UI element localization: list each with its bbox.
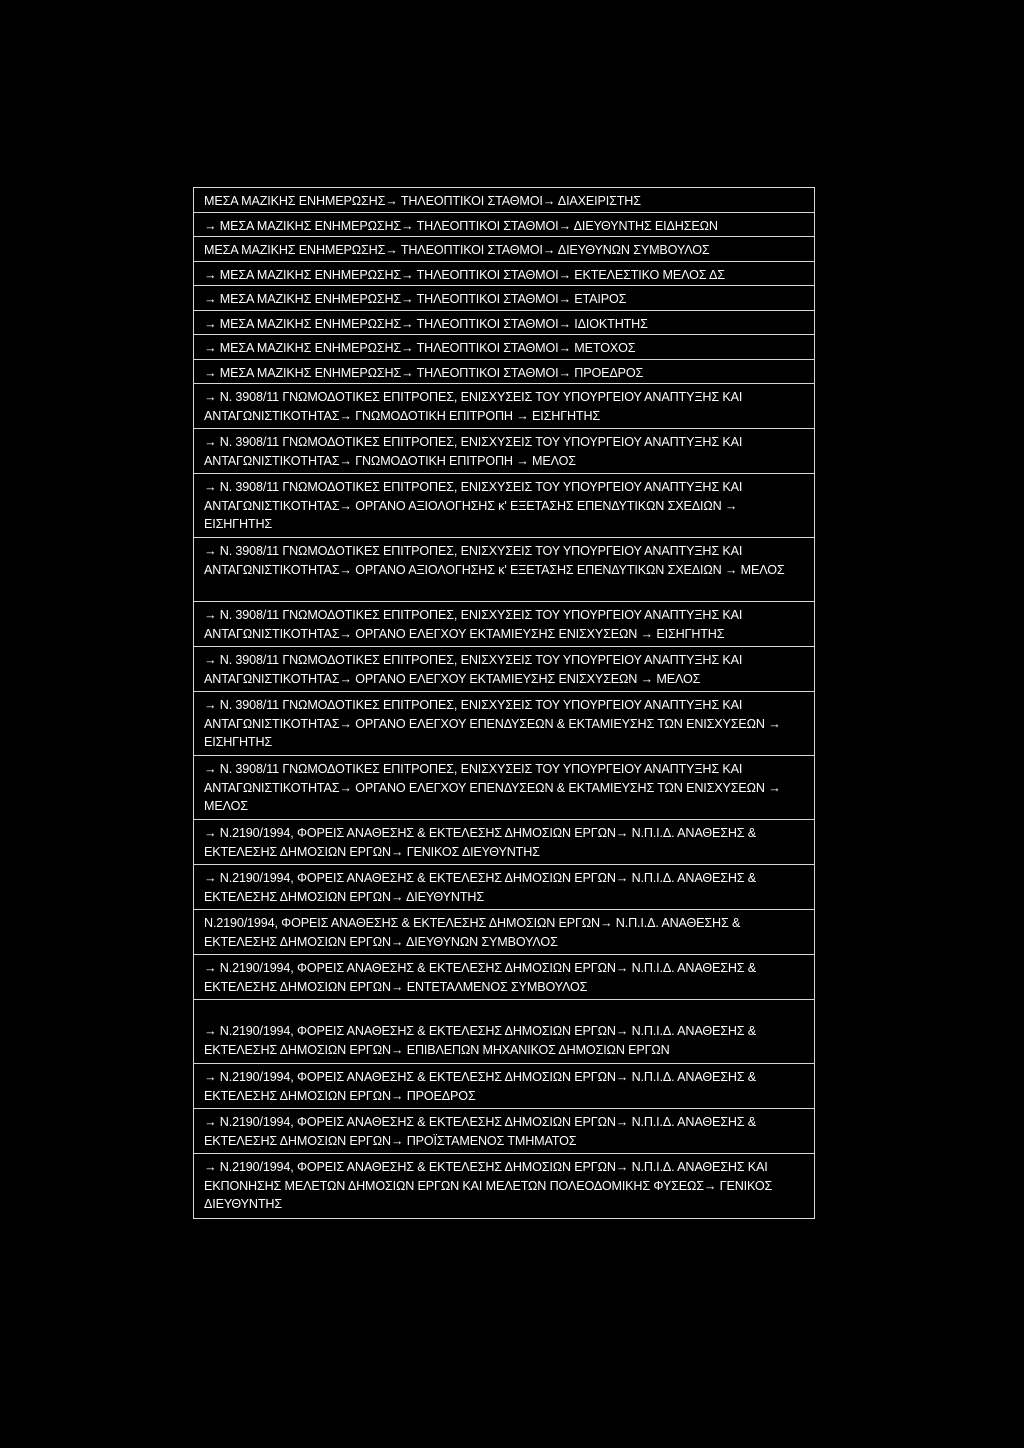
table-row: → Ν.2190/1994, ΦΟΡΕΙΣ ΑΝΑΘΕΣΗΣ & ΕΚΤΕΛΕΣΗΣ ΔΗΜΟΣΙΩΝ ΕΡΓΩΝ→ Ν.Π.Ι.Δ. ΑΝΑΘΕΣΗΣ ΚΑΙ ΕΚΠΟΝΗΣΗΣ ΜΕΛΕΤΩΝ ΔΗΜΟΣΙΩΝ ΕΡΓΩΝ ΚΑΙ ΜΕΛΕΤΩΝ ΠΟΛΕΟΔΟΜΙΚΗΣ ΦΥΣΕΩΣ→ ΓΕΝΙΚΟΣ ΔΙΕΥΘΥΝΤΗΣ — [204, 1160, 773, 1211]
table-row: → ΜΕΣΑ ΜΑΖΙΚΗΣ ΕΝΗΜΕΡΩΣΗΣ→ ΤΗΛΕΟΠΤΙΚΟΙ ΣΤΑΘΜΟΙ→ ΕΤΑΙΡΟΣ — [194, 286, 814, 311]
table-row: → Ν. 3908/11 ΓΝΩΜΟΔΟΤΙΚΕΣ ΕΠΙΤΡΟΠΕΣ, ΕΝΙΣΧΥΣΕΙΣ ΤΟΥ ΥΠΟΥΡΓΕΙΟΥ ΑΝΑΠΤΥΞΗΣ ΚΑΙ ΑΝΤΑΓΩΝΙΣΤΙΚΟΤΗΤΑΣ→ ΟΡΓΑΝΟ ΑΞΙΟΛΟΓΗΣΗΣ κ' ΕΞΕΤΑΣΗΣ ΕΠΕΝΔΥΤΙΚΩΝ ΣΧΕΔΙΩΝ → ΕΙΣΗΓΗΤΗΣ — [194, 474, 814, 538]
table-row: → Ν. 3908/11 ΓΝΩΜΟΔΟΤΙΚΕΣ ΕΠΙΤΡΟΠΕΣ, ΕΝΙΣΧΥΣΕΙΣ ΤΟΥ ΥΠΟΥΡΓΕΙΟΥ ΑΝΑΠΤΥΞΗΣ ΚΑΙ ΑΝΤΑΓΩΝΙΣΤΙΚΟΤΗΤΑΣ→ ΟΡΓΑΝΟ ΕΛΕΓΧΟΥ ΕΠΕΝΔΥΣΕΩΝ & ΕΚΤΑΜΙΕΥΣΗΣ ΤΩΝ ΕΝΙΣΧΥΣΕΩΝ → ΕΙΣΗΓΗΤΗΣ — [194, 692, 814, 756]
position-table — [193, 187, 815, 1219]
table-row: → Ν.2190/1994, ΦΟΡΕΙΣ ΑΝΑΘΕΣΗΣ & ΕΚΤΕΛΕΣΗΣ ΔΗΜΟΣΙΩΝ ΕΡΓΩΝ→ Ν.Π.Ι.Δ. ΑΝΑΘΕΣΗΣ & ΕΚΤΕΛΕΣΗΣ ΔΗΜΟΣΙΩΝ ΕΡΓΩΝ→ ΠΡΟΪΣΤΑΜΕΝΟΣ ΤΜΗΜΑΤΟΣ — [194, 1109, 814, 1154]
table-row: → Ν. 3908/11 ΓΝΩΜΟΔΟΤΙΚΕΣ ΕΠΙΤΡΟΠΕΣ, ΕΝΙΣΧΥΣΕΙΣ ΤΟΥ ΥΠΟΥΡΓΕΙΟΥ ΑΝΑΠΤΥΞΗΣ ΚΑΙ ΑΝΤΑΓΩΝΙΣΤΙΚΟΤΗΤΑΣ→ ΟΡΓΑΝΟ ΑΞΙΟΛΟΓΗΣΗΣ κ' ΕΞΕΤΑΣΗΣ ΕΠΕΝΔΥΤΙΚΩΝ ΣΧΕΔΙΩΝ → ΜΕΛΟΣ — [194, 538, 814, 602]
table-row: ΜΕΣΑ ΜΑΖΙΚΗΣ ΕΝΗΜΕΡΩΣΗΣ→ ΤΗΛΕΟΠΤΙΚΟΙ ΣΤΑΘΜΟΙ→ ΔΙΑΧΕΙΡΙΣΤΗΣ — [194, 188, 814, 213]
table-row: → ΜΕΣΑ ΜΑΖΙΚΗΣ ΕΝΗΜΕΡΩΣΗΣ→ ΤΗΛΕΟΠΤΙΚΟΙ ΣΤΑΘΜΟΙ→ ΜΕΤΟΧΟΣ — [194, 335, 814, 360]
table-row: → Ν. 3908/11 ΓΝΩΜΟΔΟΤΙΚΕΣ ΕΠΙΤΡΟΠΕΣ, ΕΝΙΣΧΥΣΕΙΣ ΤΟΥ ΥΠΟΥΡΓΕΙΟΥ ΑΝΑΠΤΥΞΗΣ ΚΑΙ ΑΝΤΑΓΩΝΙΣΤΙΚΟΤΗΤΑΣ→ ΓΝΩΜΟΔΟΤΙΚΗ ΕΠΙΤΡΟΠΗ → ΜΕΛΟΣ — [194, 429, 814, 474]
table-row: → Ν.2190/1994, ΦΟΡΕΙΣ ΑΝΑΘΕΣΗΣ & ΕΚΤΕΛΕΣΗΣ ΔΗΜΟΣΙΩΝ ΕΡΓΩΝ→ Ν.Π.Ι.Δ. ΑΝΑΘΕΣΗΣ & ΕΚΤΕΛΕΣΗΣ ΔΗΜΟΣΙΩΝ ΕΡΓΩΝ→ ΠΡΟΕΔΡΟΣ — [194, 1064, 814, 1109]
table-row: → ΜΕΣΑ ΜΑΖΙΚΗΣ ΕΝΗΜΕΡΩΣΗΣ→ ΤΗΛΕΟΠΤΙΚΟΙ ΣΤΑΘΜΟΙ→ ΙΔΙΟΚΤΗΤΗΣ — [194, 311, 814, 336]
table-row: → ΜΕΣΑ ΜΑΖΙΚΗΣ ΕΝΗΜΕΡΩΣΗΣ→ ΤΗΛΕΟΠΤΙΚΟΙ ΣΤΑΘΜΟΙ→ ΕΚΤΕΛΕΣΤΙΚΟ ΜΕΛΟΣ ΔΣ — [194, 262, 814, 287]
table-row: → Ν.2190/1994, ΦΟΡΕΙΣ ΑΝΑΘΕΣΗΣ & ΕΚΤΕΛΕΣΗΣ ΔΗΜΟΣΙΩΝ ΕΡΓΩΝ→ Ν.Π.Ι.Δ. ΑΝΑΘΕΣΗΣ & ΕΚΤΕΛΕΣΗΣ ΔΗΜΟΣΙΩΝ ΕΡΓΩΝ→ ΔΙΕΥΘΥΝΤΗΣ — [194, 865, 814, 910]
table-row: → Ν.2190/1994, ΦΟΡΕΙΣ ΑΝΑΘΕΣΗΣ & ΕΚΤΕΛΕΣΗΣ ΔΗΜΟΣΙΩΝ ΕΡΓΩΝ→ Ν.Π.Ι.Δ. ΑΝΑΘΕΣΗΣ & ΕΚΤΕΛΕΣΗΣ ΔΗΜΟΣΙΩΝ ΕΡΓΩΝ→ ΕΝΤΕΤΑΛΜΕΝΟΣ ΣΥΜΒΟΥΛΟΣ — [194, 955, 814, 1000]
table-row: → Ν. 3908/11 ΓΝΩΜΟΔΟΤΙΚΕΣ ΕΠΙΤΡΟΠΕΣ, ΕΝΙΣΧΥΣΕΙΣ ΤΟΥ ΥΠΟΥΡΓΕΙΟΥ ΑΝΑΠΤΥΞΗΣ ΚΑΙ ΑΝΤΑΓΩΝΙΣΤΙΚΟΤΗΤΑΣ→ ΓΝΩΜΟΔΟΤΙΚΗ ΕΠΙΤΡΟΠΗ → ΕΙΣΗΓΗΤΗΣ — [194, 384, 814, 429]
table-row: → Ν. 3908/11 ΓΝΩΜΟΔΟΤΙΚΕΣ ΕΠΙΤΡΟΠΕΣ, ΕΝΙΣΧΥΣΕΙΣ ΤΟΥ ΥΠΟΥΡΓΕΙΟΥ ΑΝΑΠΤΥΞΗΣ ΚΑΙ ΑΝΤΑΓΩΝΙΣΤΙΚΟΤΗΤΑΣ→ ΟΡΓΑΝΟ ΕΛΕΓΧΟΥ ΕΚΤΑΜΙΕΥΣΗΣ ΕΝΙΣΧΥΣΕΩΝ → ΕΙΣΗΓΗΤΗΣ — [194, 602, 814, 647]
table-row: ΜΕΣΑ ΜΑΖΙΚΗΣ ΕΝΗΜΕΡΩΣΗΣ→ ΤΗΛΕΟΠΤΙΚΟΙ ΣΤΑΘΜΟΙ→ ΔΙΕΥΘΥΝΩΝ ΣΥΜΒΟΥΛΟΣ — [194, 237, 814, 262]
table-row: → Ν.2190/1994, ΦΟΡΕΙΣ ΑΝΑΘΕΣΗΣ & ΕΚΤΕΛΕΣΗΣ ΔΗΜΟΣΙΩΝ ΕΡΓΩΝ→ Ν.Π.Ι.Δ. ΑΝΑΘΕΣΗΣ & ΕΚΤΕΛΕΣΗΣ ΔΗΜΟΣΙΩΝ ΕΡΓΩΝ→ ΓΕΝΙΚΟΣ ΔΙΕΥΘΥΝΤΗΣ — [194, 820, 814, 865]
table-row: Ν.2190/1994, ΦΟΡΕΙΣ ΑΝΑΘΕΣΗΣ & ΕΚΤΕΛΕΣΗΣ ΔΗΜΟΣΙΩΝ ΕΡΓΩΝ→ Ν.Π.Ι.Δ. ΑΝΑΘΕΣΗΣ & ΕΚΤΕΛΕΣΗΣ ΔΗΜΟΣΙΩΝ ΕΡΓΩΝ→ ΔΙΕΥΘΥΝΩΝ ΣΥΜΒΟΥΛΟΣ — [194, 910, 814, 955]
table-row: → Ν.2190/1994, ΦΟΡΕΙΣ ΑΝΑΘΕΣΗΣ & ΕΚΤΕΛΕΣΗΣ ΔΗΜΟΣΙΩΝ ΕΡΓΩΝ→ Ν.Π.Ι.Δ. ΑΝΑΘΕΣΗΣ & ΕΚΤΕΛΕΣΗΣ ΔΗΜΟΣΙΩΝ ΕΡΓΩΝ→ ΕΠΙΒΛΕΠΩΝ ΜΗΧΑΝΙΚΟΣ ΔΗΜΟΣΙΩΝ ΕΡΓΩΝ — [194, 1000, 814, 1064]
table-row: → Ν. 3908/11 ΓΝΩΜΟΔΟΤΙΚΕΣ ΕΠΙΤΡΟΠΕΣ, ΕΝΙΣΧΥΣΕΙΣ ΤΟΥ ΥΠΟΥΡΓΕΙΟΥ ΑΝΑΠΤΥΞΗΣ ΚΑΙ ΑΝΤΑΓΩΝΙΣΤΙΚΟΤΗΤΑΣ→ ΟΡΓΑΝΟ ΕΛΕΓΧΟΥ ΕΠΕΝΔΥΣΕΩΝ & ΕΚΤΑΜΙΕΥΣΗΣ ΤΩΝ ΕΝΙΣΧΥΣΕΩΝ → ΜΕΛΟΣ — [194, 756, 814, 820]
table-row: → ΜΕΣΑ ΜΑΖΙΚΗΣ ΕΝΗΜΕΡΩΣΗΣ→ ΤΗΛΕΟΠΤΙΚΟΙ ΣΤΑΘΜΟΙ→ ΔΙΕΥΘΥΝΤΗΣ ΕΙΔΗΣΕΩΝ — [194, 213, 814, 238]
table-row: → Ν. 3908/11 ΓΝΩΜΟΔΟΤΙΚΕΣ ΕΠΙΤΡΟΠΕΣ, ΕΝΙΣΧΥΣΕΙΣ ΤΟΥ ΥΠΟΥΡΓΕΙΟΥ ΑΝΑΠΤΥΞΗΣ ΚΑΙ ΑΝΤΑΓΩΝΙΣΤΙΚΟΤΗΤΑΣ→ ΟΡΓΑΝΟ ΕΛΕΓΧΟΥ ΕΚΤΑΜΙΕΥΣΗΣ ΕΝΙΣΧΥΣΕΩΝ → ΜΕΛΟΣ — [194, 647, 814, 692]
table-row: → ΜΕΣΑ ΜΑΖΙΚΗΣ ΕΝΗΜΕΡΩΣΗΣ→ ΤΗΛΕΟΠΤΙΚΟΙ ΣΤΑΘΜΟΙ→ ΠΡΟΕΔΡΟΣ — [194, 360, 814, 385]
